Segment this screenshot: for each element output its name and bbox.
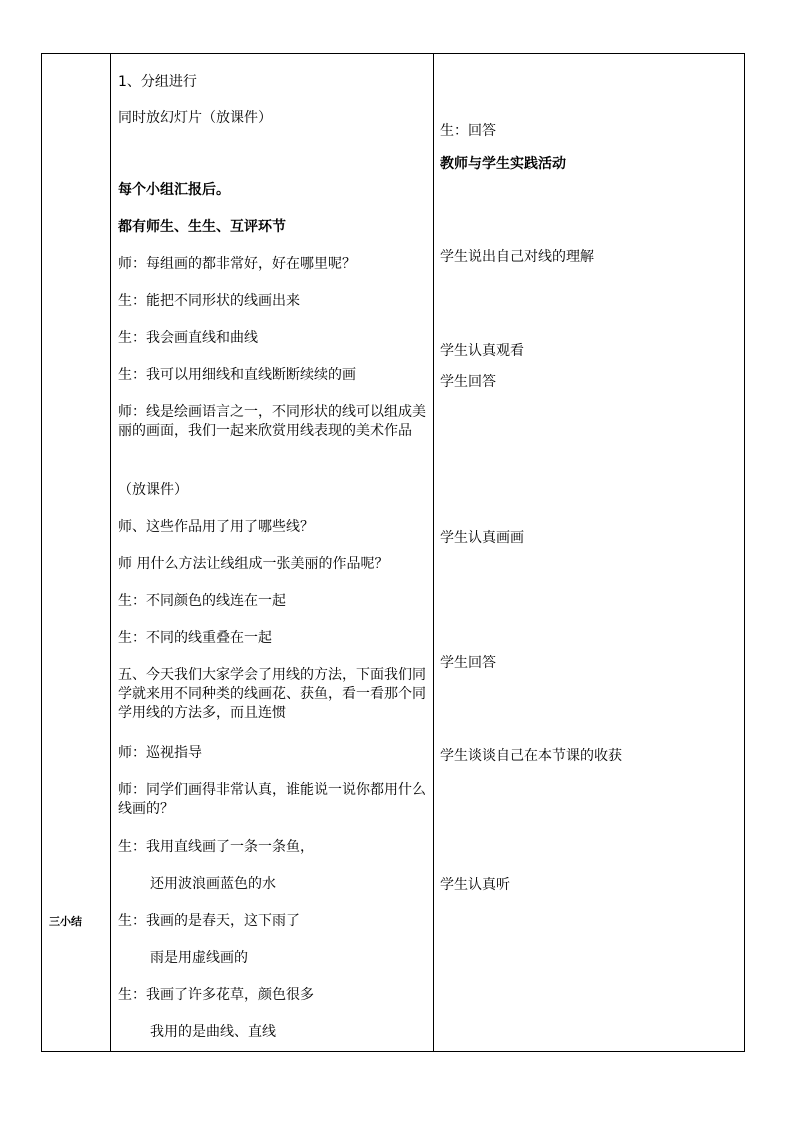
process-line: 雨是用虚线画的	[150, 950, 248, 966]
process-line: 生：我会画直线和曲线	[118, 330, 258, 346]
process-line: 我用的是曲线、直线	[150, 1024, 276, 1040]
activity-line: 学生回答	[440, 374, 496, 390]
activity-line: 学生谈谈自己在本节课的收获	[440, 748, 622, 764]
process-line: 还用波浪画蓝色的水	[150, 876, 276, 892]
process-line: 生：不同的线重叠在一起	[118, 630, 272, 646]
process-line: 师 用什么方法让线组成一张美丽的作品呢？	[118, 556, 389, 572]
activity-line: 生：回答	[440, 123, 496, 139]
process-line: 生：我用直线画了一条一条鱼，	[118, 839, 314, 855]
process-line: 生：不同颜色的线连在一起	[118, 593, 286, 609]
process-line: 每个小组汇报后。	[118, 182, 230, 198]
process-line: 都有师生、生生、互评环节	[118, 219, 286, 235]
process-line: 师：每组画的都非常好，好在哪里呢？	[118, 256, 356, 272]
activity-line: 学生认真听	[440, 877, 510, 893]
activity-line: 学生认真画画	[440, 530, 524, 546]
activity-line: 教师与学生实践活动	[440, 156, 566, 172]
column-divider	[433, 54, 434, 1051]
section-label: 三小结	[49, 915, 82, 928]
process-line: 生：我画的是春天，这下雨了	[118, 913, 300, 929]
process-line: 生：我画了许多花草，颜色很多	[118, 987, 314, 1003]
process-line: 1、分组进行	[118, 74, 197, 90]
lesson-table	[41, 53, 745, 1052]
process-line: 生：能把不同形状的线画出来	[118, 293, 300, 309]
process-line: 五、今天我们大家学会了用线的方法，下面我们同学就来用不同种类的线画花、获鱼，看一看那个同学用线的方法多，而且连惯	[118, 667, 426, 721]
activity-line: 学生回答	[440, 655, 496, 671]
activity-line: 学生认真观看	[440, 343, 524, 359]
activity-line: 学生说出自己对线的理解	[440, 249, 594, 265]
process-line: 师、这些作品用了用了哪些线？	[118, 519, 314, 535]
process-line: 师：同学们画得非常认真，谁能说一说你都用什么线画的？	[118, 782, 426, 817]
section-cell	[42, 54, 111, 1051]
process-line: 同时放幻灯片（放课件）	[118, 110, 272, 126]
process-line: 师：线是绘画语言之一，不同形状的线可以组成美丽的画面，我们一起来欣赏用线表现的美术作品	[118, 404, 426, 439]
process-line: （放课件）	[118, 482, 188, 498]
process-line: 师：巡视指导	[118, 745, 202, 761]
process-line: 生：我可以用细线和直线断断续续的画	[118, 367, 356, 383]
